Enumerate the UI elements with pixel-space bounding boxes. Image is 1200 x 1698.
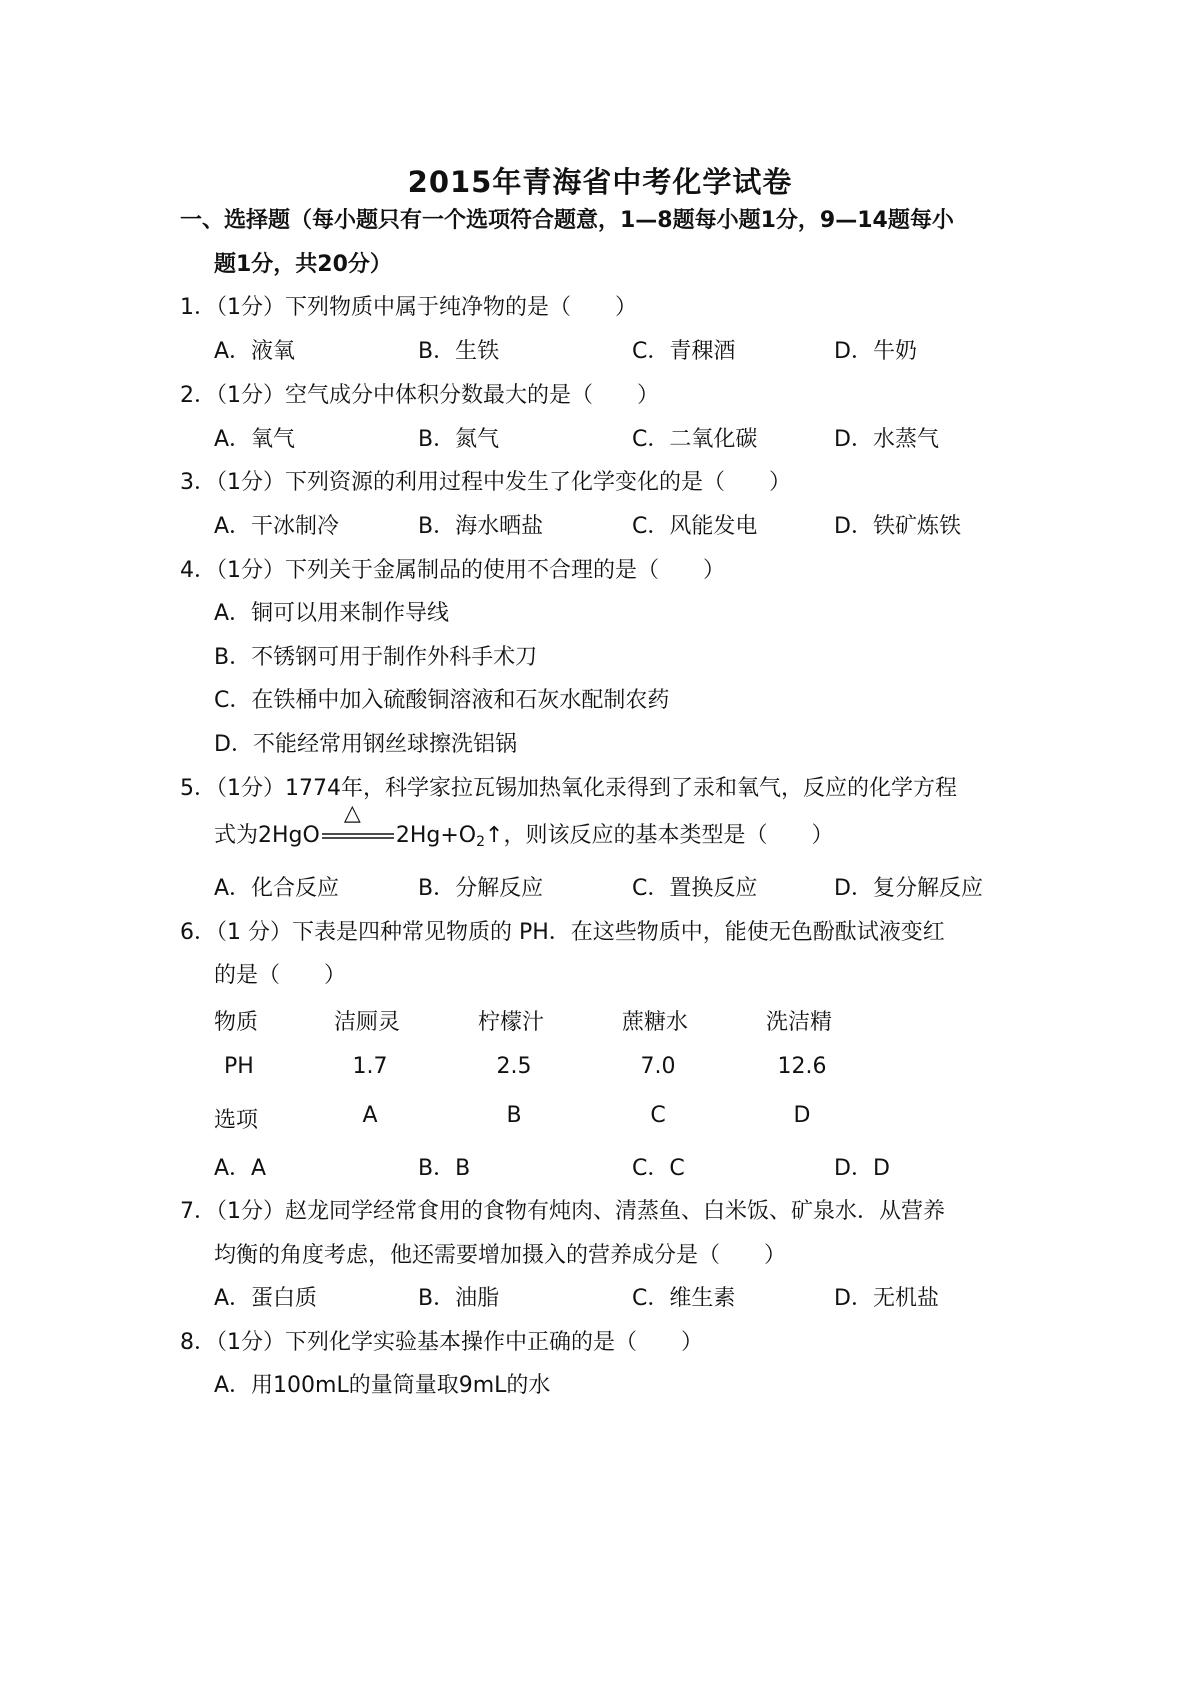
question-6-stem-line2: 的是（ ）	[214, 963, 347, 988]
q7-option-a: A．蛋白质	[214, 1286, 318, 1311]
table-cell: 12.6	[777, 1054, 827, 1079]
q6-option-c: C．C	[632, 1156, 685, 1181]
q2-option-d: D．水蒸气	[834, 427, 939, 452]
q4-option-d: D．不能经常用钢丝球擦洗铝锅	[214, 732, 517, 757]
table-cell: 1.7	[352, 1054, 388, 1079]
q7-option-c: C．维生素	[632, 1286, 736, 1311]
question-5-stem-line2	[214, 801, 834, 850]
table-cell: 洁厕灵	[334, 1010, 401, 1035]
q3-option-c: C．风能发电	[632, 514, 758, 539]
table-cell: 柠檬汁	[478, 1010, 545, 1035]
table-cell: 物质	[214, 1010, 259, 1035]
q8-option-a: A．用100mL的量筒量取9mL的水	[214, 1373, 551, 1398]
q6-option-d: D．D	[834, 1156, 890, 1181]
question-5-stem-line1: 5．（1分）1774年，科学家拉瓦锡加热氧化汞得到了汞和氧气，反应的化学方程	[180, 776, 957, 801]
table-cell: 2.5	[496, 1054, 532, 1079]
question-6-stem-line1: 6．（1 分）下表是四种常见物质的 PH．在这些物质中，能使无色酚酞试液变红	[180, 920, 945, 945]
question-3-stem: 3．（1分）下列资源的利用过程中发生了化学变化的是（ ）	[180, 470, 791, 495]
table-cell: 蔗糖水	[622, 1010, 689, 1035]
table-cell: 7.0	[640, 1054, 676, 1079]
q5-option-b: B．分解反应	[418, 876, 544, 901]
equation-product: 2Hg+O	[395, 823, 477, 848]
heating-condition-symbol: △	[343, 801, 361, 826]
section-heading-line2: 题1分，共20分）	[214, 252, 392, 277]
equation-reactant: 式为2HgO	[214, 823, 320, 848]
q4-option-b: B．不锈钢可用于制作外科手术刀	[214, 645, 538, 670]
table-cell: C	[650, 1103, 666, 1128]
q3-option-b: B．海水晒盐	[418, 514, 544, 539]
q2-option-a: A．氧气	[214, 427, 296, 452]
q7-option-b: B．油脂	[418, 1286, 500, 1311]
table-cell: 选项	[214, 1108, 259, 1133]
oxygen-subscript: 2	[476, 834, 486, 850]
q3-option-d: D．铁矿炼铁	[834, 514, 961, 539]
q4-option-a: A．铜可以用来制作导线	[214, 601, 450, 626]
question-7-stem-line1: 7．（1分）赵龙同学经常食用的食物有炖肉、清蒸鱼、白米饭、矿泉水．从营养	[180, 1199, 945, 1224]
question-4-stem: 4．（1分）下列关于金属制品的使用不合理的是（ ）	[180, 558, 725, 583]
q5-option-c: C．置换反应	[632, 876, 758, 901]
q2-option-b: B．氮气	[418, 427, 500, 452]
page-title: 2015年青海省中考化学试卷	[407, 165, 793, 199]
table-cell: A	[362, 1103, 378, 1128]
q5-option-d: D．复分解反应	[834, 876, 983, 901]
question-1-stem: 1．（1分）下列物质中属于纯净物的是（ ）	[180, 295, 637, 320]
q6-option-b: B．B	[418, 1156, 471, 1181]
question-5-stem-tail: ↑，则该反应的基本类型是（ ）	[485, 823, 834, 848]
table-cell: PH	[224, 1054, 254, 1079]
q5-option-a: A．化合反应	[214, 876, 340, 901]
q6-option-a: A．A	[214, 1156, 267, 1181]
q3-option-a: A．干冰制冷	[214, 514, 340, 539]
question-8-stem: 8．（1分）下列化学实验基本操作中正确的是（ ）	[180, 1330, 703, 1355]
q4-option-c: C．在铁桶中加入硫酸铜溶液和石灰水配制农药	[214, 688, 670, 713]
table-cell: 洗洁精	[766, 1010, 833, 1035]
q7-option-d: D．无机盐	[834, 1286, 939, 1311]
q1-option-b: B．生铁	[418, 339, 500, 364]
table-cell: D	[793, 1103, 811, 1128]
q1-option-d: D．牛奶	[834, 339, 917, 364]
question-7-stem-line2: 均衡的角度考虑，他还需要增加摄入的营养成分是（ ）	[214, 1243, 787, 1268]
table-cell: B	[506, 1103, 522, 1128]
reaction-arrow	[320, 801, 396, 848]
question-2-stem: 2．（1分）空气成分中体积分数最大的是（ ）	[180, 383, 659, 408]
q1-option-c: C．青稞酒	[632, 339, 736, 364]
equals-arrow-icon	[320, 827, 396, 847]
q1-option-a: A．液氧	[214, 339, 296, 364]
section-heading-line1: 一、选择题（每小题只有一个选项符合题意，1—8题每小题1分，9—14题每小	[180, 208, 954, 233]
q2-option-c: C．二氧化碳	[632, 427, 758, 452]
